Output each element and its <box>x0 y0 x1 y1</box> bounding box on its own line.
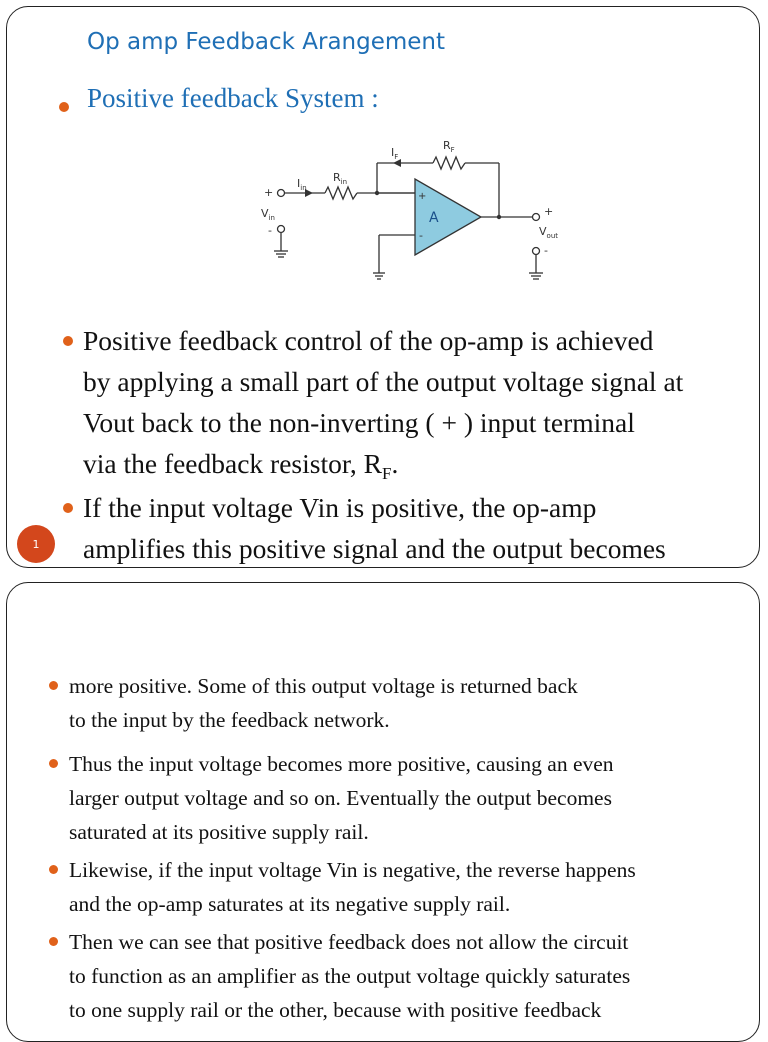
slide-1 <box>6 6 760 568</box>
text-line: Thus the input voltage becomes more positive, causing an even <box>69 752 614 776</box>
bullet-dot <box>63 336 73 346</box>
bullet-dot <box>49 865 58 874</box>
bullet-dot <box>63 503 73 513</box>
junction-dot <box>375 191 379 195</box>
text-line: via the feedback resistor, R <box>83 448 382 479</box>
slide-title: Op amp Feedback Arangement <box>87 29 446 55</box>
list-item <box>69 747 749 849</box>
rf-resistor <box>433 157 465 169</box>
opamp-plus: + <box>418 191 427 202</box>
rin-label: $R_{in}$ <box>333 171 348 186</box>
opamp-gain-label: A <box>429 210 439 226</box>
list-item <box>69 925 749 1027</box>
rin-resistor <box>325 187 357 199</box>
bullet-dot <box>49 937 58 946</box>
section-heading: Positive feedback System : <box>87 83 379 113</box>
if-label: $I_F$ <box>391 146 399 161</box>
slide-2 <box>6 582 760 1042</box>
vout-plus: + <box>544 205 554 218</box>
vin-plus: + <box>264 186 274 199</box>
text-line: more positive. Some of this output voltage is returned back <box>69 674 578 698</box>
vout-terminal-top <box>533 214 540 221</box>
bullet-dot <box>49 681 58 690</box>
vin-minus: - <box>268 224 272 237</box>
text-line: Positive feedback control of the op-amp is achieved <box>83 325 654 356</box>
bullet-dot <box>59 102 69 112</box>
text-line: to the input by the feedback network. <box>69 708 390 732</box>
vout-label: $V_{out}$ <box>539 225 558 240</box>
list-item <box>69 853 749 921</box>
junction-dot <box>497 215 501 219</box>
positive-feedback-circuit-diagram <box>247 127 567 287</box>
text-line: by applying a small part of the output voltage signal at <box>83 366 684 397</box>
list-item <box>69 669 749 737</box>
page-number-badge: 1 <box>17 525 55 563</box>
text-line-end: . <box>391 448 399 479</box>
vin-terminal-top <box>278 190 285 197</box>
opamp-minus: - <box>419 229 423 242</box>
text-line: larger output voltage and so on. Eventually the output becomes <box>69 786 612 810</box>
text-line: If the input voltage Vin is positive, the op-amp <box>83 492 597 523</box>
vin-label: $V_{in}$ <box>261 207 275 222</box>
text-line: to one supply rail or the other, because with positive feedback <box>69 998 602 1022</box>
text-line: Likewise, if the input voltage Vin is negative, the reverse happens <box>69 858 636 882</box>
bullet-paragraph-1 <box>83 320 753 494</box>
text-line: Then we can see that positive feedback does not allow the circuit <box>69 930 629 954</box>
text-line: and the op-amp saturates at its negative supply rail. <box>69 892 511 916</box>
text-line: amplifies this positive signal and the output becomes <box>83 533 666 564</box>
bullet-paragraph-2 <box>83 487 753 568</box>
text-line: to function as an amplifier as the output voltage quickly saturates <box>69 964 631 988</box>
bullet-dot <box>49 759 58 768</box>
vout-terminal-bottom <box>533 248 540 255</box>
rf-label: $R_F$ <box>443 139 455 154</box>
iin-label: $I_{in}$ <box>297 177 307 192</box>
subscript: F <box>382 464 392 483</box>
vout-minus: - <box>544 244 548 257</box>
vin-terminal-bottom <box>278 226 285 233</box>
text-line: saturated at its positive supply rail. <box>69 820 369 844</box>
text-line: Vout back to the non-inverting ( + ) input terminal <box>83 407 635 438</box>
